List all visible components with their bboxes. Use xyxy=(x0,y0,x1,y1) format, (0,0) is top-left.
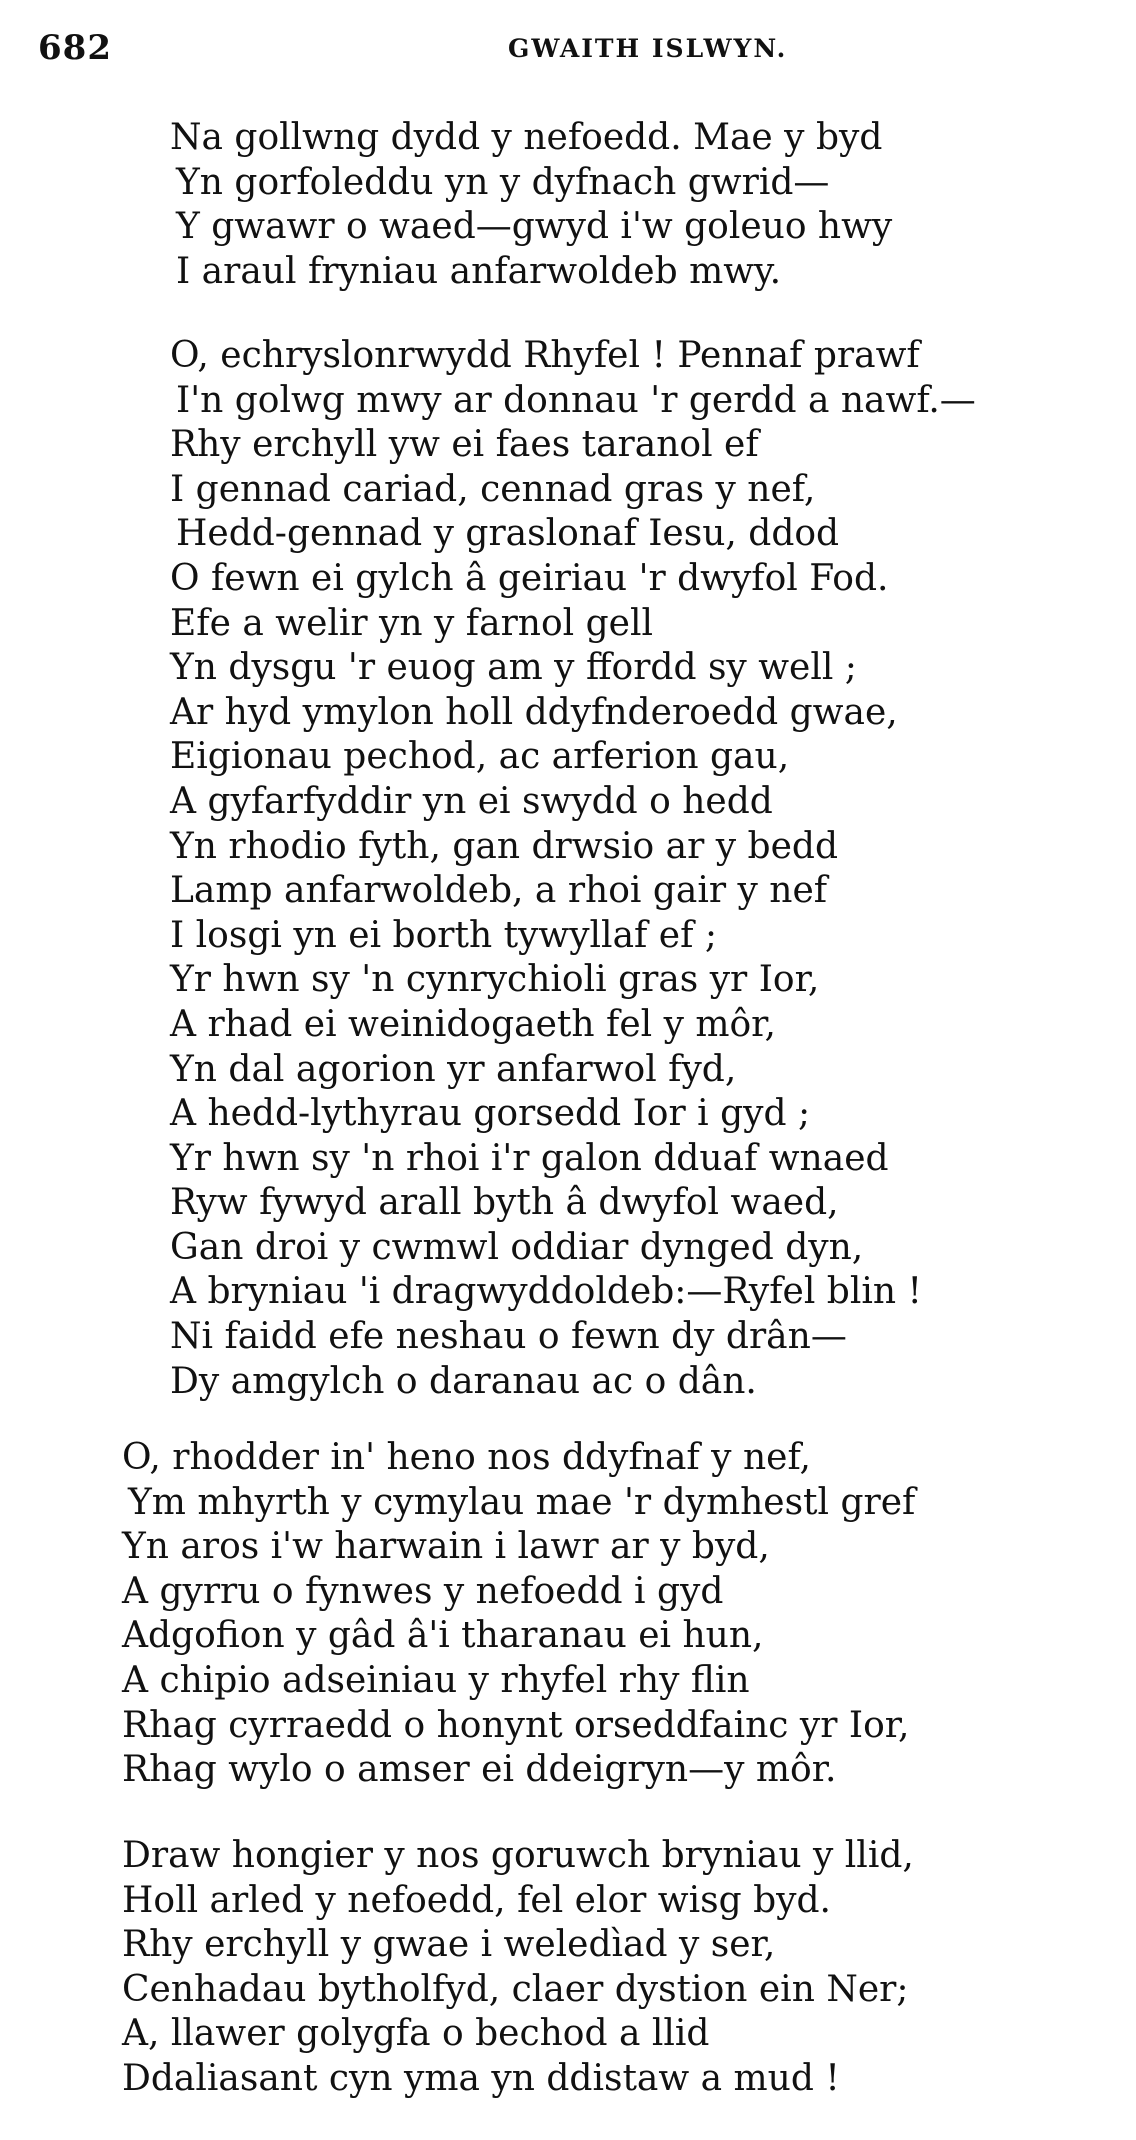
verse-line: I'n golwg mwy ar donnau 'r gerdd a nawf.— xyxy=(176,379,976,421)
verse-line: Yn rhodio fyth, gan drwsio ar y bedd xyxy=(170,825,838,867)
verse-line: I gennad cariad, cennad gras y nef, xyxy=(170,468,816,510)
verse-line: Adgofion y gâd â'i tharanau ei hun, xyxy=(122,1615,764,1657)
verse-line: Efe a welir yn y farnol gell xyxy=(170,602,653,644)
verse-line: Gan droi y cwmwl oddiar dynged dyn, xyxy=(170,1226,864,1268)
verse-line: I losgi yn ei borth tywyllaf ef ; xyxy=(170,914,717,956)
verse-line: Lamp anfarwoldeb, a rhoi gair y nef xyxy=(170,870,828,912)
verse-line: I araul fryniau anfarwoldeb mwy. xyxy=(176,250,782,292)
stanza xyxy=(122,1436,915,1793)
verse-line: A gyfarfyddir yn ei swydd o hedd xyxy=(170,780,773,822)
verse-line: Draw hongier y nos goruwch bryniau y llid, xyxy=(122,1835,914,1876)
verse-line: Hedd-gennad y graslonaf Iesu, ddod xyxy=(176,513,840,555)
verse-line: Rhag cyrraedd o honynt orseddfainc yr Ior, xyxy=(122,1704,910,1746)
verse-line: A chipio adseiniau y rhyfel rhy flin xyxy=(122,1659,750,1701)
verse-line: Na gollwng dydd y nefoedd. Mae y byd xyxy=(170,117,883,158)
verse-line: Yn dysgu 'r euog am y ffordd sy well ; xyxy=(170,647,857,689)
verse-line: Yr hwn sy 'n rhoi i'r galon dduaf wnaed xyxy=(170,1137,889,1179)
verse-line: Ryw fywyd arall byth â dwyfol waed, xyxy=(170,1182,839,1224)
verse-line: Holl arled y nefoedd, fel elor wisg byd. xyxy=(122,1879,831,1921)
verse-line: Yr hwn sy 'n cynrychioli gras yr Ior, xyxy=(170,959,820,1001)
verse-line: Rhag wylo o amser ei ddeigryn—y môr. xyxy=(122,1749,837,1791)
verse-line: Ni faidd efe neshau o fewn dy drân— xyxy=(170,1316,847,1358)
verse-line: A gyrru o fynwes y nefoedd i gyd xyxy=(122,1570,724,1612)
verse-line: O fewn ei gylch â geiriau 'r dwyfol Fod. xyxy=(170,557,889,599)
verse-line: A bryniau 'i dragwyddoldeb:—Ryfel blin ! xyxy=(170,1271,922,1313)
page-header xyxy=(38,28,1096,72)
stanza xyxy=(122,1834,914,2102)
verse-line: Y gwawr o waed—gwyd i'w goleuo hwy xyxy=(176,206,893,248)
verse-line: Yn aros i'w harwain i lawr ar y byd, xyxy=(122,1526,770,1568)
verse-line: Ar hyd ymylon holl ddyfnderoedd gwae, xyxy=(170,691,898,733)
verse-line: Rhy erchyll yw ei faes taranol ef xyxy=(170,424,759,466)
verse-line: Ddaliasant cyn yma yn ddistaw a mud ! xyxy=(122,2057,840,2099)
verse-line: Yn dal agorion yr anfarwol fyd, xyxy=(170,1048,737,1090)
stanza xyxy=(170,116,892,294)
verse-line: A, llawer golygfa o bechod a llid xyxy=(122,2013,710,2055)
verse-line: A hedd-lythyrau gorsedd Ior i gyd ; xyxy=(170,1093,811,1135)
running-head: GWAITH ISLWYN. xyxy=(508,34,788,63)
verse-line: A rhad ei weinidogaeth fel y môr, xyxy=(170,1003,776,1045)
page-number: 682 xyxy=(38,28,112,68)
verse-line: Rhy erchyll y gwae i weledìad y ser, xyxy=(122,1924,776,1966)
verse-line: Eigionau pechod, ac arferion gau, xyxy=(170,736,790,778)
verse-line: Yn gorfoleddu yn y dyfnach gwrid— xyxy=(176,161,830,203)
verse-line: O, echryslonrwydd Rhyfel ! Pennaf prawf xyxy=(170,335,920,376)
verse-line: O, rhodder in' heno nos ddyfnaf y nef, xyxy=(122,1437,811,1478)
verse-line: Dy amgylch o daranau ac o dân. xyxy=(170,1360,757,1402)
verse-line: Cenhadau bytholfyd, claer dystion ein Ner; xyxy=(122,1968,909,2010)
verse-line: Ym mhyrth y cymylau mae 'r dymhestl gref xyxy=(128,1481,916,1523)
stanza xyxy=(170,334,976,1404)
